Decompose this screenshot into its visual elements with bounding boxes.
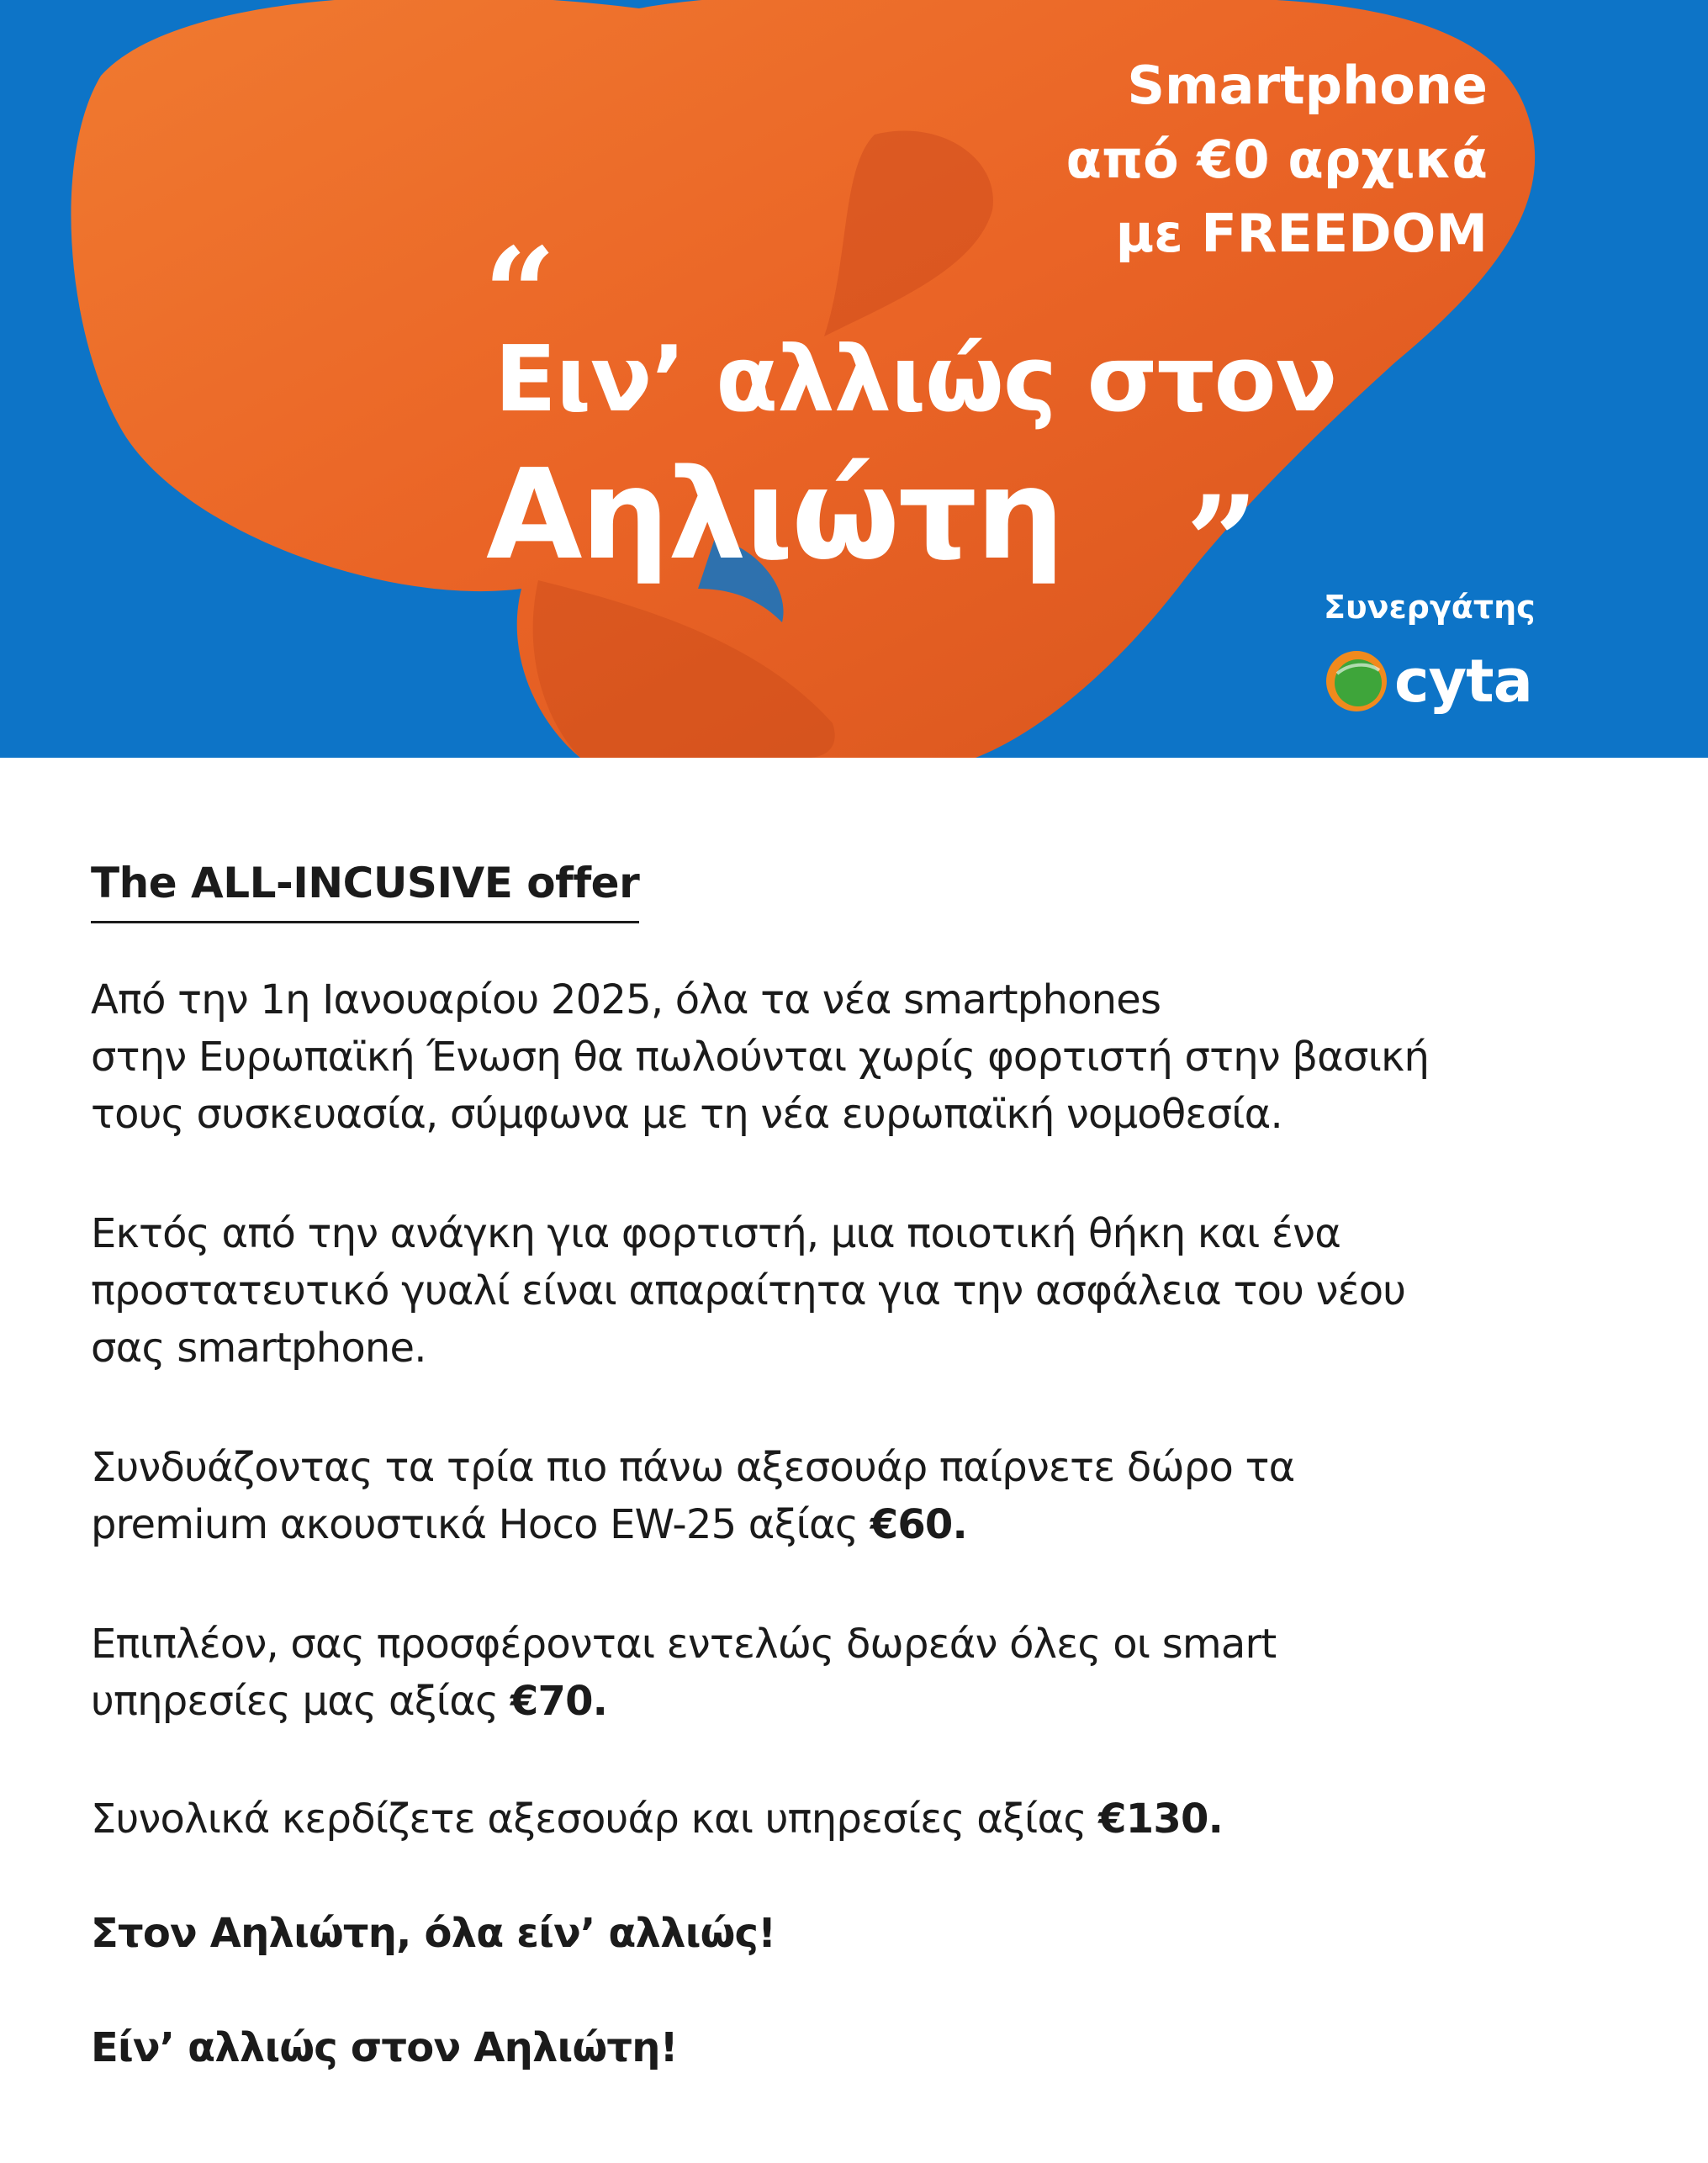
price-earphones: €60. <box>870 1501 967 1548</box>
quote-close-mark: ” <box>1186 468 1259 616</box>
slogan-text <box>91 2019 678 2076</box>
headline-line-2: Αηλιώτη <box>486 442 1063 587</box>
slogan-text <box>91 1905 775 1962</box>
paragraph-accessories <box>91 1205 1405 1377</box>
offer-content <box>91 845 1655 2071</box>
slogan-2 <box>91 2019 678 2076</box>
paragraph-line: Από την 1η Ιανουαρίου 2025, όλα τα νέα smartphones <box>91 976 1161 1023</box>
promo-line-1: Smartphone <box>1127 55 1488 116</box>
promo-banner <box>0 0 1708 758</box>
paragraph-text: Συνολικά κερδίζετε αξεσουάρ και υπηρεσίες αξίας <box>91 1795 1099 1843</box>
cyta-globe-icon <box>1324 648 1389 714</box>
promo-text <box>1050 49 1488 271</box>
paragraph-line: Επιπλέον, σας προσφέρονται εντελώς δωρεάν όλες οι smart <box>91 1621 1277 1668</box>
price-total: €130. <box>1098 1795 1224 1843</box>
paragraph-gift-earphones <box>91 1439 1294 1553</box>
price-services: €70. <box>510 1678 608 1725</box>
paragraph-line: τους συσκευασία, σύμφωνα με τη νέα ευρωπαϊκή νομοθεσία. <box>91 1091 1282 1138</box>
promo-line-2: από €0 αρχικά <box>1066 129 1488 190</box>
paragraph-text: υπηρεσίες μας αξίας <box>91 1678 510 1725</box>
paragraph-line: Συνδυάζοντας τα τρία πιο πάνω αξεσουάρ παίρνετε δώρο τα <box>91 1444 1295 1491</box>
promo-line-3: με FREEDOM <box>1115 203 1488 264</box>
cyta-wordmark: cyta <box>1394 647 1532 716</box>
paragraph-line: προστατευτικό γυαλί είναι απαραίτητα για την ασφάλεια του νέου <box>91 1267 1406 1314</box>
paragraph-line <box>91 1496 1294 1553</box>
paragraph-line: Εκτός από την ανάγκη για φορτιστή, μια ποιοτική θήκη και ένα <box>91 1210 1341 1257</box>
paragraph-text: premium ακουστικά Hoco EW-25 αξίας <box>91 1501 870 1548</box>
paragraph-smart-services <box>91 1616 1276 1730</box>
paragraph-line: σας smartphone. <box>91 1325 426 1372</box>
paragraph-total <box>91 1790 1223 1848</box>
headline-line-1: Ειν’ αλλιώς στον <box>494 327 1337 432</box>
paragraph-line <box>91 1673 1276 1730</box>
paragraph-line: στην Ευρωπαϊκή Ένωση θα πωλούνται χωρίς φορτιστή στην βασική <box>91 1034 1430 1081</box>
slogan-bold: Είν’ αλλιώς στον Αηλιώτη! <box>91 2024 678 2071</box>
partner-label: Συνεργάτης <box>1324 589 1536 626</box>
paragraph-line <box>91 1790 1223 1848</box>
paragraph-eu-charger <box>91 971 1429 1143</box>
slogan-bold: Στον Αηλιώτη, όλα είν’ αλλιώς! <box>91 1910 776 1957</box>
quote-open-mark: “ <box>484 220 557 368</box>
offer-title: The ALL-INCUSIVE offer <box>91 845 639 923</box>
slogan-1 <box>91 1905 775 1962</box>
cyta-logo <box>1324 648 1532 715</box>
